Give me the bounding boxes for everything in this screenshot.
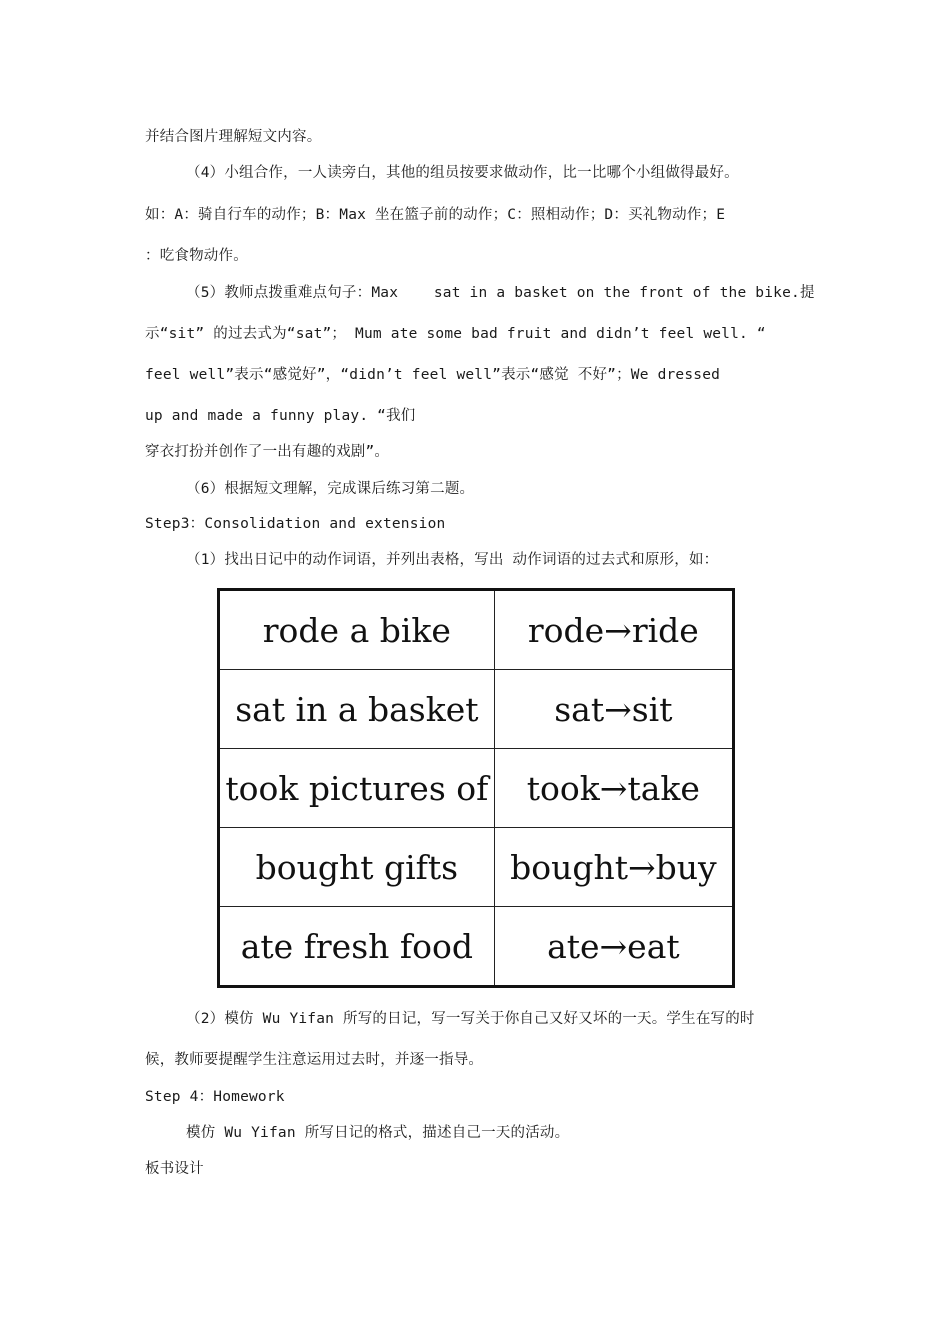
paragraph-line: up and made a funny play. “我们 xyxy=(145,408,416,424)
table-row xyxy=(219,907,734,987)
paragraph-line: 候，教师要提醒学生注意运用过去时，并逐一指导。 xyxy=(145,1052,484,1068)
paragraph-line: ：吃食物动作。 xyxy=(145,248,248,264)
paragraph-line: 示“sit” 的过去式为“sat”； Mum ate some bad fruit and didn’t feel well. “ xyxy=(145,326,766,342)
activity-5-line: （5）教师点拨重难点句子：Max sat in a basket on the front of the bike.提 xyxy=(186,285,815,301)
step4-heading: Step 4：Homework xyxy=(145,1089,285,1105)
verb-forms-table xyxy=(217,588,735,988)
table-row xyxy=(219,749,734,828)
homework-line: 模仿 Wu Yifan 所写日记的格式，描述自己一天的活动。 xyxy=(186,1125,570,1141)
paragraph-line: 并结合图片理解短文内容。 xyxy=(145,129,322,145)
table-row xyxy=(219,670,734,749)
verb-forms-cell: bought→buy xyxy=(494,828,733,907)
action-phrase-cell: bought gifts xyxy=(219,828,495,907)
action-phrase-cell: rode a bike xyxy=(219,590,495,670)
table-row xyxy=(219,828,734,907)
activity-4-line: （4）小组合作，一人读旁白，其他的组员按要求做动作，比一比哪个小组做得最好。 xyxy=(186,165,739,181)
action-phrase-cell: ate fresh food xyxy=(219,907,495,987)
blackboard-design-heading: 板书设计 xyxy=(145,1161,204,1177)
paragraph-line: 如：A：骑自行车的动作；B：Max 坐在篮子前的动作；C：照相动作；D：买礼物动作；E xyxy=(145,207,726,223)
activity-6-line: （6）根据短文理解，完成课后练习第二题。 xyxy=(186,481,475,497)
action-phrase-cell: took pictures of xyxy=(219,749,495,828)
verb-forms-cell: ate→eat xyxy=(494,907,733,987)
step3-activity-1-line: （1）找出日记中的动作词语，并列出表格，写出 动作词语的过去式和原形，如： xyxy=(186,552,719,568)
verb-forms-cell: sat→sit xyxy=(494,670,733,749)
verb-forms-cell: took→take xyxy=(494,749,733,828)
table-row xyxy=(219,590,734,670)
step3-heading: Step3：Consolidation and extension xyxy=(145,516,446,532)
verb-forms-cell: rode→ride xyxy=(494,590,733,670)
paragraph-line: 穿衣打扮并创作了一出有趣的戏剧”。 xyxy=(145,444,390,460)
paragraph-line: feel well”表示“感觉好”，“didn’t feel well”表示“感觉 不好”；We dressed xyxy=(145,367,721,383)
action-phrase-cell: sat in a basket xyxy=(219,670,495,749)
step3-activity-2-line: （2）模仿 Wu Yifan 所写的日记，写一写关于你自己又好又坏的一天。学生在写的时 xyxy=(186,1011,755,1027)
